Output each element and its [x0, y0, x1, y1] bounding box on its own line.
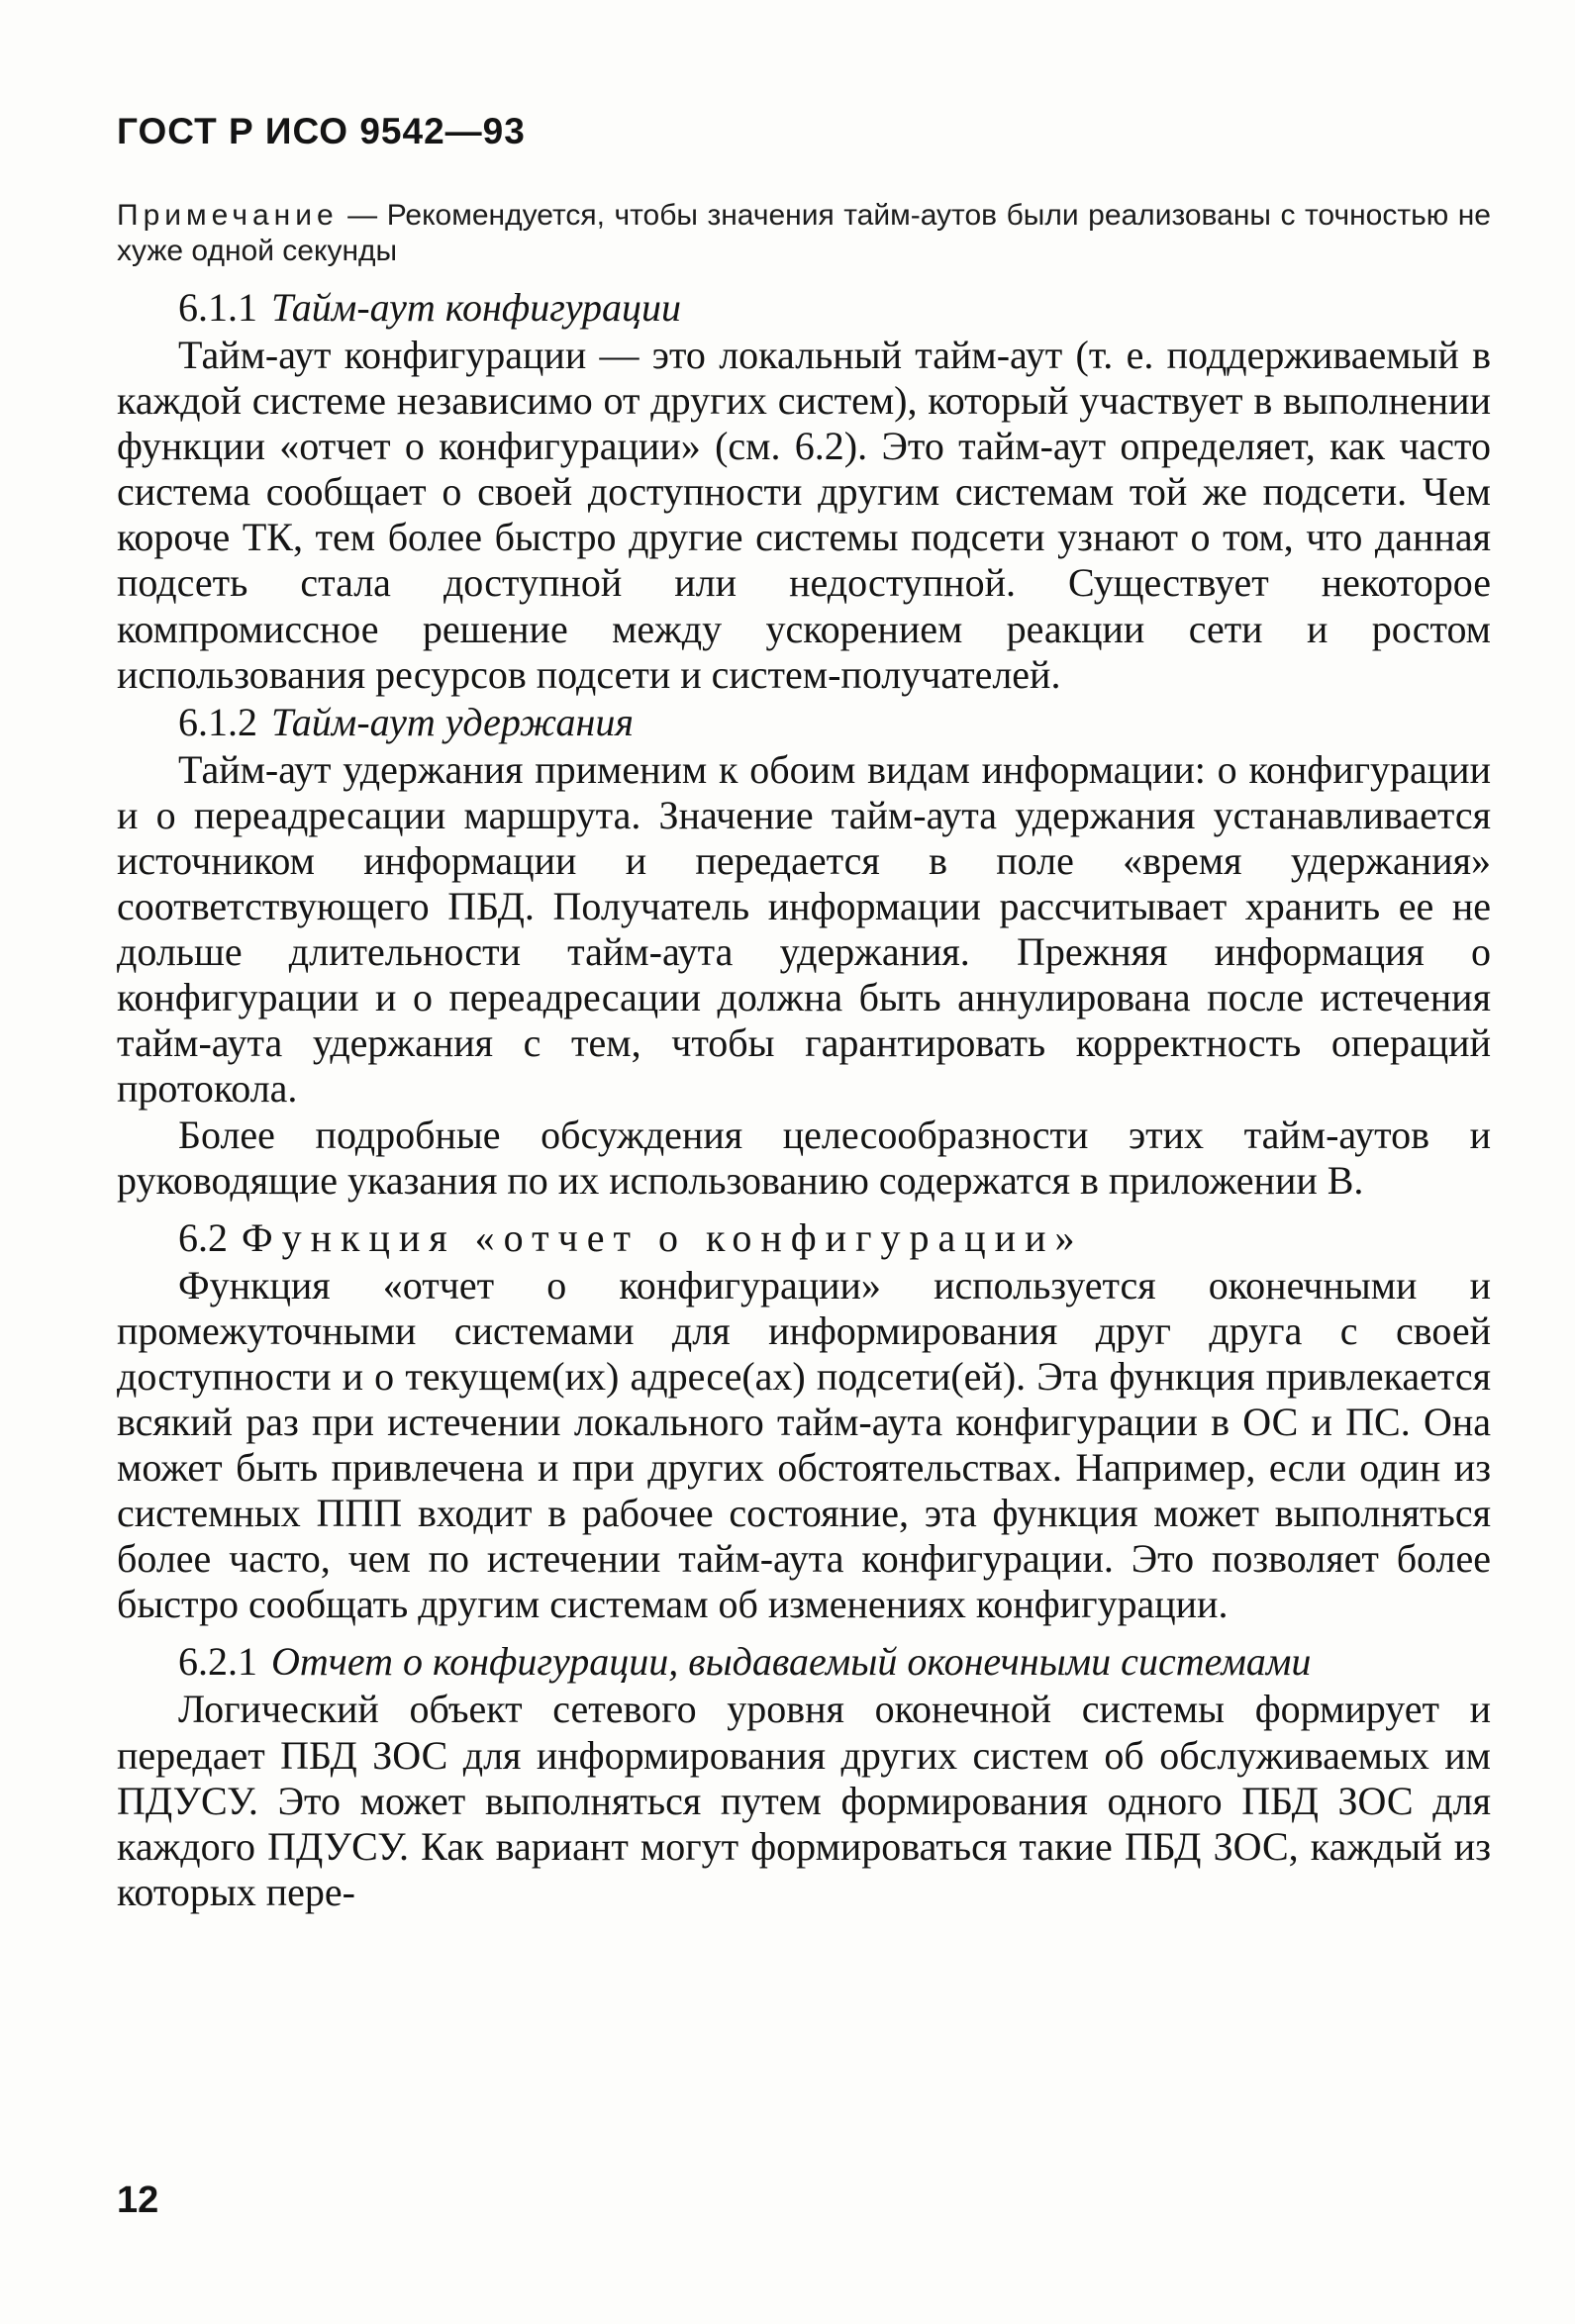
note-paragraph [117, 198, 1491, 269]
page-content [117, 198, 1491, 1915]
section-6-2-paragraph: Функция «отчет о конфигурации» используется оконечными и промежуточными системами для информирования друг друга с своей доступности и о текущем(их) адресе(ах) подсети(ей). Эта функция привлекается всякий раз при истечении локального тайм-аута конфигурации в ОС и ПС. Она может быть привлечена и при других обстоятельствах. Например, если один из системных ППП входит в рабочее состояние, эта функция может выполняться более часто, чем по истечении тайм-аута конфигурации. Это позволяет более быстро сообщать другим системам об изменениях конфигурации. [117, 1262, 1491, 1627]
section-number: 6.1.2 [178, 699, 257, 744]
note-text: — Рекомендуется, чтобы значения тайм-аутов были реализованы с точностью не хуже одной секунды [117, 199, 1491, 267]
section-6-1-2-paragraph-1: Тайм-аут удержания применим к обоим видам информации: о конфигурации и о переадресации маршрута. Значение тайм-аута удержания устанавливается источником информации и передается в поле «время удержания» соответствующего ПБД. Получатель информации рассчитывает хранить ее не дольше длительности тайм-аута удержания. Прежняя информация о конфигурации и о переадресации должна быть аннулирована после истечения тайм-аута удержания с тем, чтобы гарантировать корректность операций протокола. [117, 746, 1491, 1112]
document-header: ГОСТ Р ИСО 9542—93 [117, 111, 526, 151]
section-title: Тайм-аут удержания [271, 699, 634, 744]
section-title: Отчет о конфигурации, выдаваемый оконечными системами [271, 1639, 1312, 1685]
section-6-2-1-heading [117, 1637, 1491, 1687]
section-6-1-1-paragraph: Тайм-аут конфигурации — это локальный тайм-аут (т. е. поддерживаемый в каждой системе независимо от других систем), который участвует в выполнении функции «отчет о конфигурации» (см. 6.2). Это тайм-аут определяет, как часто система сообщает о своей доступности другим системам той же подсети. Чем короче ТК, тем более быстро другие системы подсети узнают о том, что данная подсеть стала доступной или недоступной. Существует некоторое компромиссное решение между ускорением реакции сети и ростом использования ресурсов подсети и систем-получателей. [117, 333, 1491, 697]
section-number: 6.1.1 [178, 285, 257, 330]
section-number: 6.2 [178, 1214, 228, 1260]
page-number: 12 [117, 2179, 159, 2221]
section-title: Тайм-аут конфигурации [271, 285, 682, 330]
section-number: 6.2.1 [178, 1639, 257, 1685]
section-title: Функция «отчет о конфигурации» [242, 1214, 1084, 1260]
section-6-1-1-heading [117, 283, 1491, 333]
note-label: Примечание [117, 199, 339, 232]
section-6-1-2-paragraph-2: Более подробные обсуждения целесообразности этих тайм-аутов и руководящие указания по их использованию содержатся в приложении В. [117, 1112, 1491, 1203]
section-6-2-heading [117, 1213, 1491, 1263]
section-6-1-2-heading [117, 698, 1491, 747]
section-6-2-1-paragraph: Логический объект сетевого уровня оконечной системы формирует и передает ПБД ЗОС для информирования других систем об обслуживаемых им ПДУСУ. Это может выполняться путем формирования одного ПБД ЗОС для каждого ПДУСУ. Как вариант могут формироваться такие ПБД ЗОС, каждый из которых пере- [117, 1687, 1491, 1914]
